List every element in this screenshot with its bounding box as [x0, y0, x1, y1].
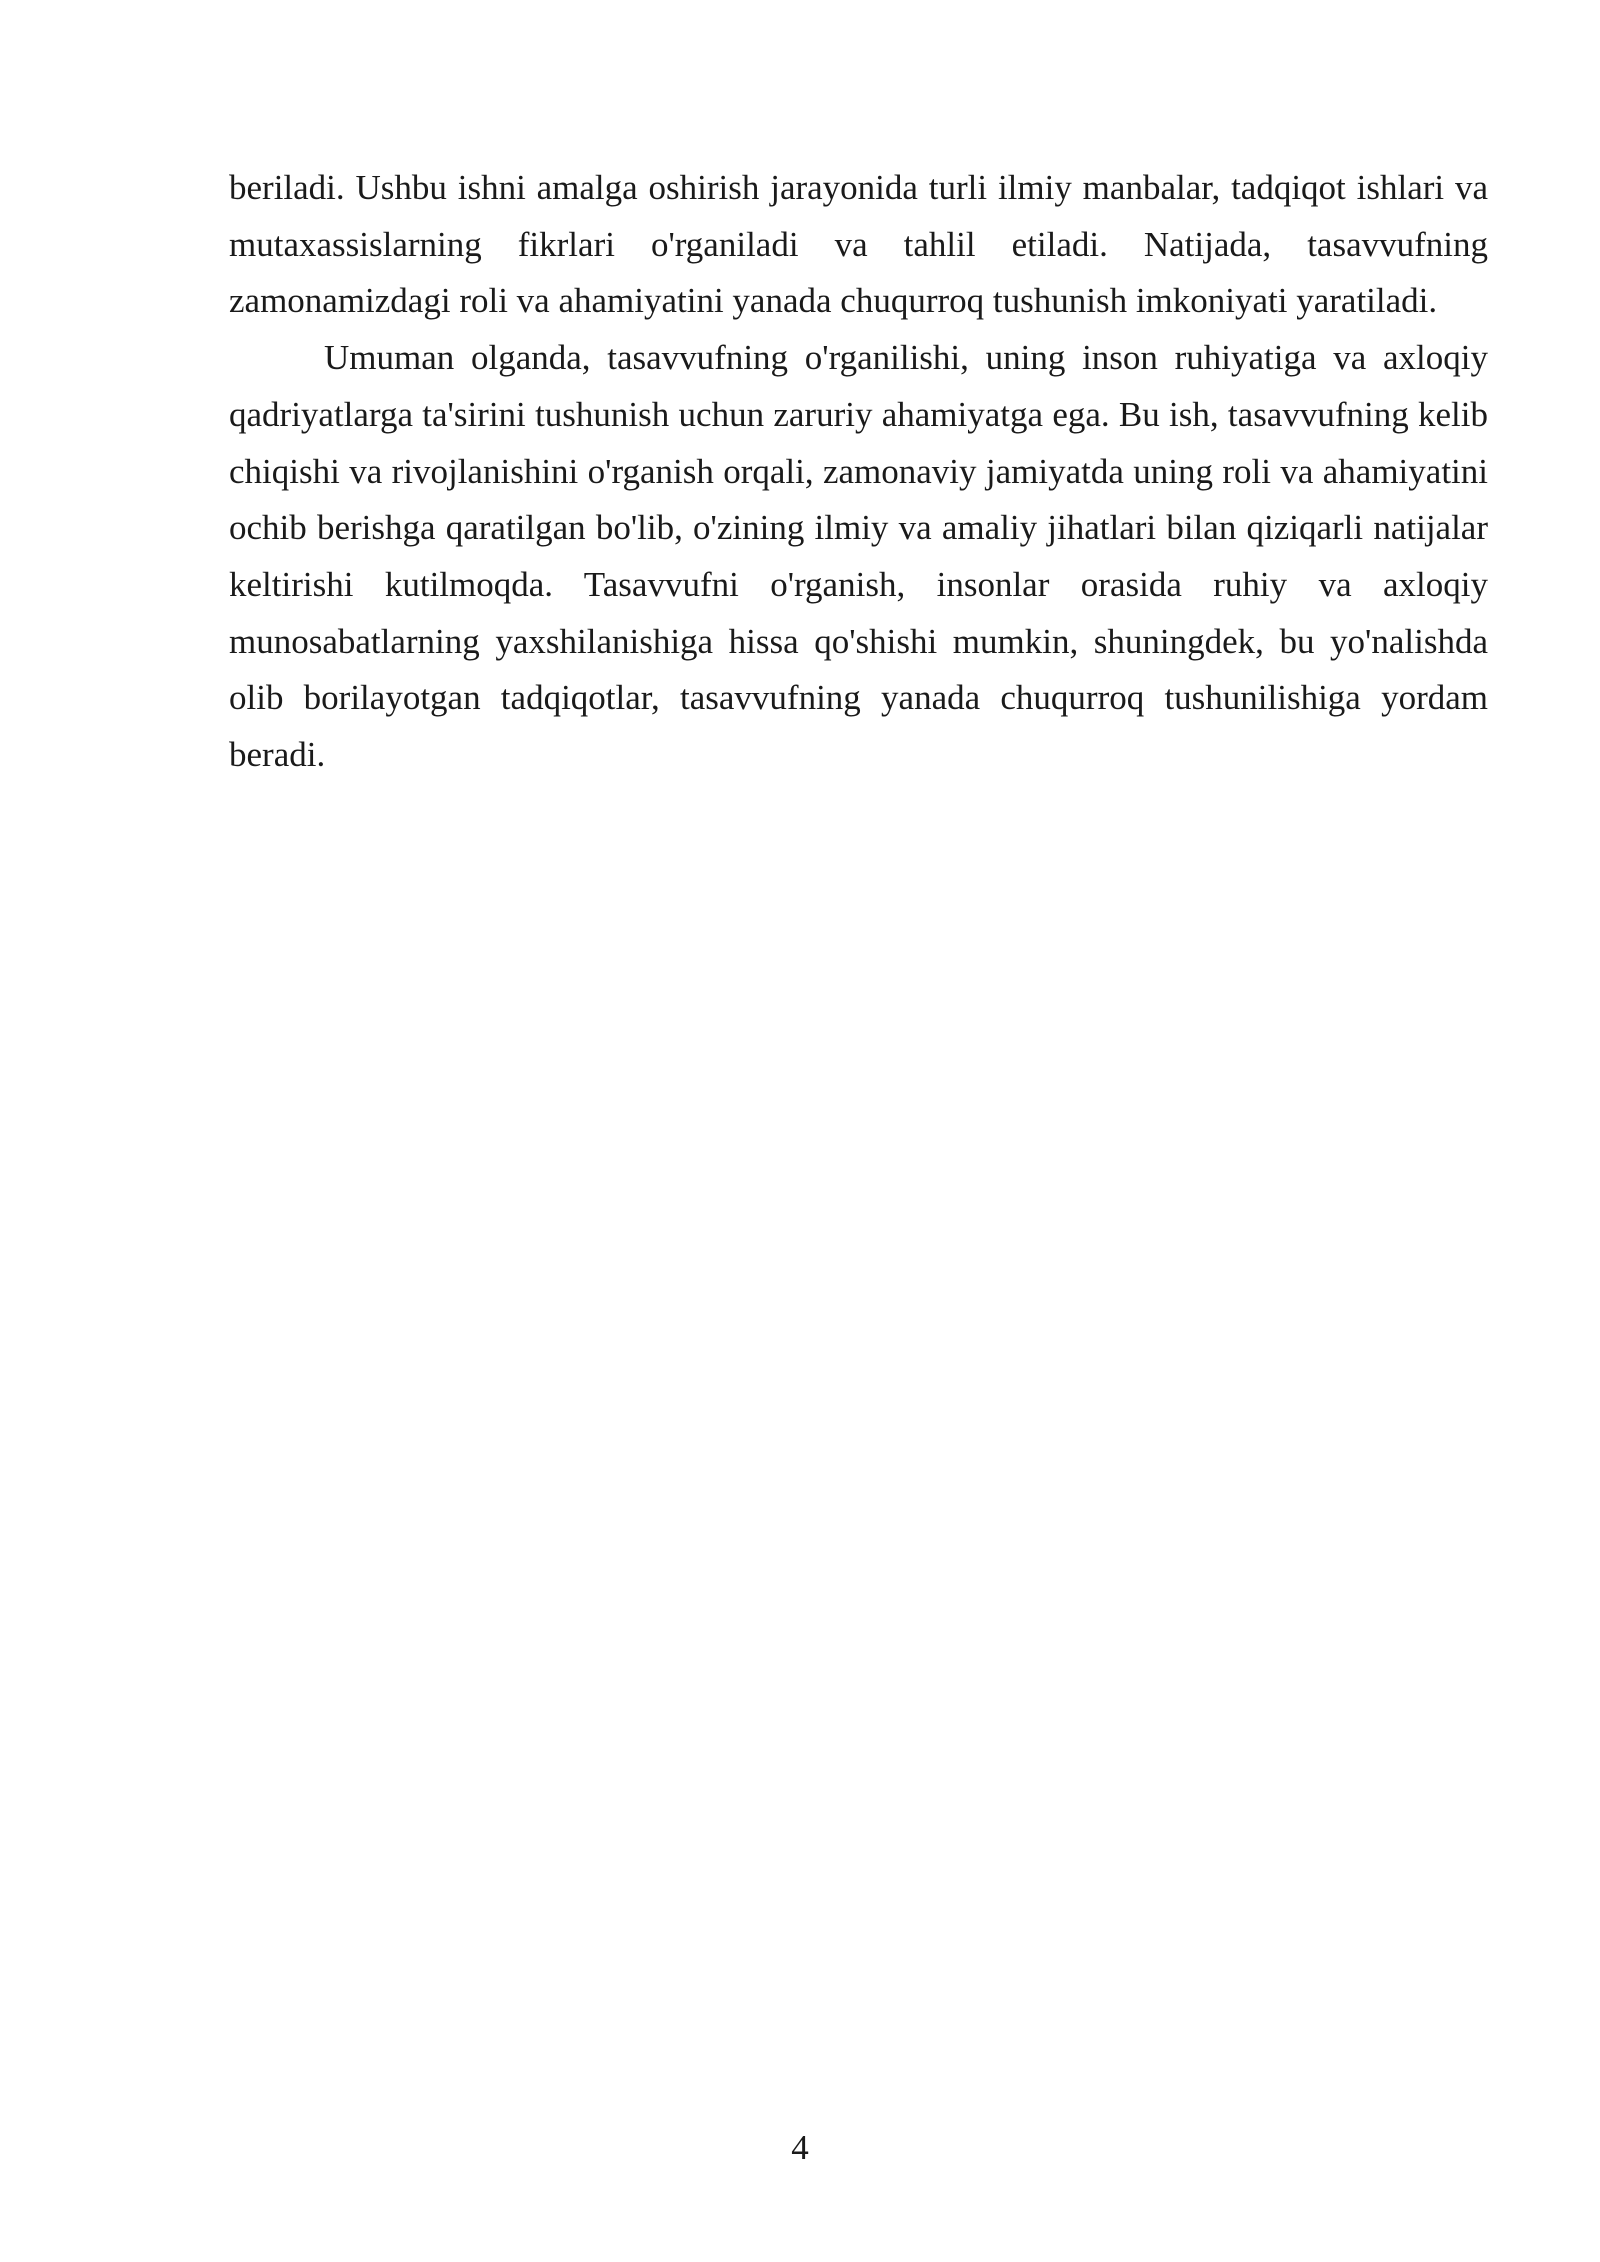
paragraph-conclusion: Umuman olganda, tasavvufning o'rganilishi, uning inson ruhiyatiga va axloqiy qadriyatlarga ta'sirini tushunish uchun zaruriy ahamiyatga ega. Bu ish, tasavvufning kelib chiqishi va rivojlanishini o'rganish orqali, zamonaviy jamiyatda uning roli va ahamiyatini ochib berishga qaratilgan bo'lib, o'zining ilmiy va amaliy jihatlari bilan qiziqarli natijalar keltirishi kutilmoqda. Tasavvufni o'rganish, insonlar orasida ruhiy va axloqiy munosabatlarning yaxshilanishiga hissa qo'shishi mumkin, shuningdek, bu yo'nalishda olib borilayotgan tadqiqotlar, tasavvufning yanada chuqurroq tushunilishiga yordam beradi. — [229, 338, 1488, 775]
body-text — [229, 160, 1488, 784]
page-number: 4 — [791, 2128, 809, 2167]
paragraph-continuation: beriladi. Ushbu ishni amalga oshirish jarayonida turli ilmiy manbalar, tadqiqot ishlari va mutaxassislarning fikrlari o'rganiladi va tahlil etiladi. Natijada, tasavvufning zamonamizdagi roli va ahamiyatini yanada chuqurroq tushunish imkoniyati yaratiladi. — [229, 168, 1488, 321]
